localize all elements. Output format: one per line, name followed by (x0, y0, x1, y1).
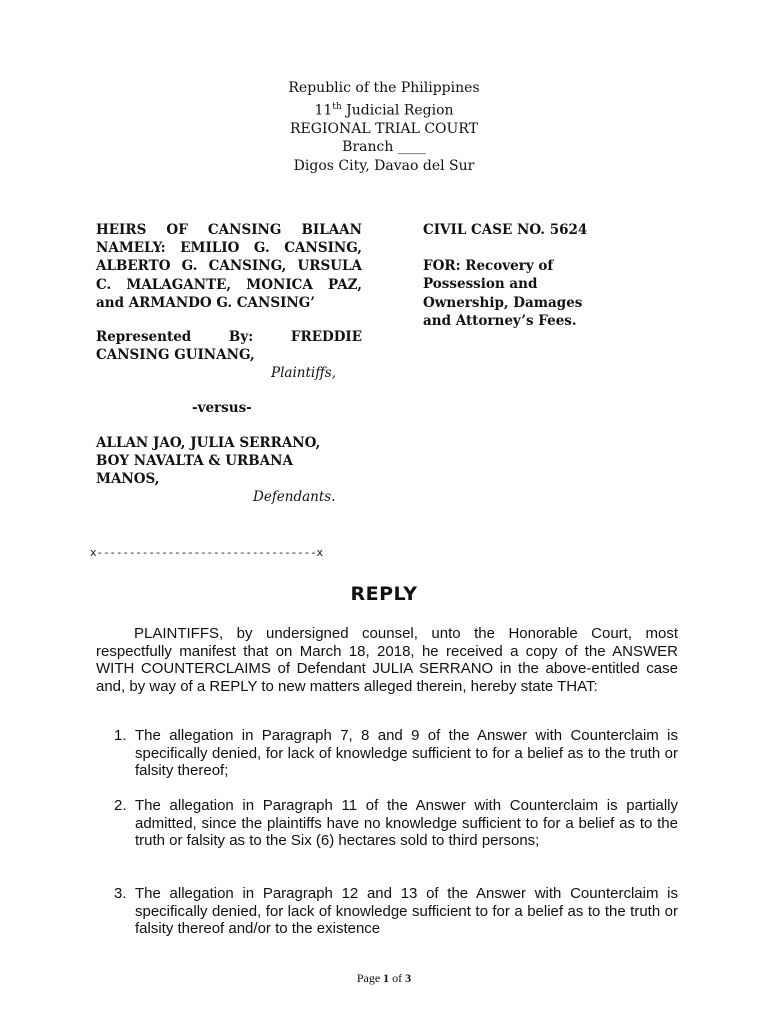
page-total: 3 (405, 971, 412, 985)
caption-divider: x----------------------------------x (90, 546, 324, 559)
item-number: 3. (114, 885, 127, 902)
item-text: The allegation in Paragraph 11 of the Answer with Counterclaim is partially admitted, since the plaintiffs have no knowledge sufficient to for a belief as to the truth or falsity as to the Six (6) hectares sold to third persons; (135, 797, 678, 850)
case-nature-line-3: Ownership, Damages (423, 294, 583, 311)
numbered-item (114, 797, 678, 850)
item-number: 2. (114, 797, 127, 814)
numbered-item (114, 885, 678, 938)
case-nature-line-4: and Attorney’s Fees. (423, 312, 577, 329)
of-word: of (392, 971, 403, 985)
item-text: The allegation in Paragraph 12 and 13 of the Answer with Counterclaim is specifically denied, for lack of knowledge sufficient to for a belief as to the truth or falsity thereof and/or to the existence (135, 885, 678, 938)
case-caption-details (423, 221, 663, 330)
item-number: 1. (114, 727, 127, 744)
court-header-country: Republic of the Philippines (288, 80, 480, 96)
document-title: REPLY (350, 583, 418, 605)
case-nature-line-1: FOR: Recovery of (423, 258, 554, 275)
case-caption-parties (96, 221, 362, 507)
page-current: 1 (383, 971, 390, 985)
page-word: Page (356, 971, 381, 985)
plaintiffs-representation (96, 328, 362, 383)
defendants-role: Defendants. (253, 489, 336, 506)
region-label: Judicial Region (341, 102, 454, 119)
case-number: CIVIL CASE NO. 5624 (423, 222, 588, 238)
region-number: 11 (314, 102, 333, 119)
versus-label: -versus- (192, 399, 252, 416)
region-ordinal-suffix: th (332, 101, 342, 112)
court-header (0, 79, 768, 175)
defendants-names: ALLAN JAO, JULIA SERRANO, BOY NAVALTA & URBANA MANOS, (96, 434, 321, 488)
intro-paragraph: PLAINTIFFS, by undersigned counsel, unto the Honorable Court, most respectfully manifest that on March 18, 2018, he received a copy of the ANSWER WITH COUNTERCLAIMS of Defendant JULIA SERRANO in the above-entitled case and, by way of a REPLY to new matters alleged therein, hereby state THAT: (96, 625, 678, 695)
page-footer (0, 971, 768, 986)
case-nature-line-2: Possession and (423, 276, 538, 293)
represented-by: Represented By: FREDDIE CANSING GUINANG, (96, 329, 362, 364)
plaintiffs-names: HEIRS OF CANSING BILAAN NAMELY: EMILIO G. CANSING, ALBERTO G. CANSING, URSULA C. MALAGANTE, MONICA PAZ, and ARMANDO G. CANSING’ (96, 222, 362, 311)
defendants-block (96, 434, 362, 507)
court-header-branch: Branch ____ (342, 139, 426, 156)
numbered-item (114, 727, 678, 780)
plaintiffs-role: Plaintiffs, (271, 365, 336, 382)
court-header-court: REGIONAL TRIAL COURT (290, 120, 478, 137)
court-header-city: Digos City, Davao del Sur (293, 157, 475, 174)
court-header-region (0, 98, 768, 120)
item-text: The allegation in Paragraph 7, 8 and 9 of the Answer with Counterclaim is specifically denied, for lack of knowledge sufficient to for a belief as to the truth or falsity thereof; (135, 727, 678, 780)
